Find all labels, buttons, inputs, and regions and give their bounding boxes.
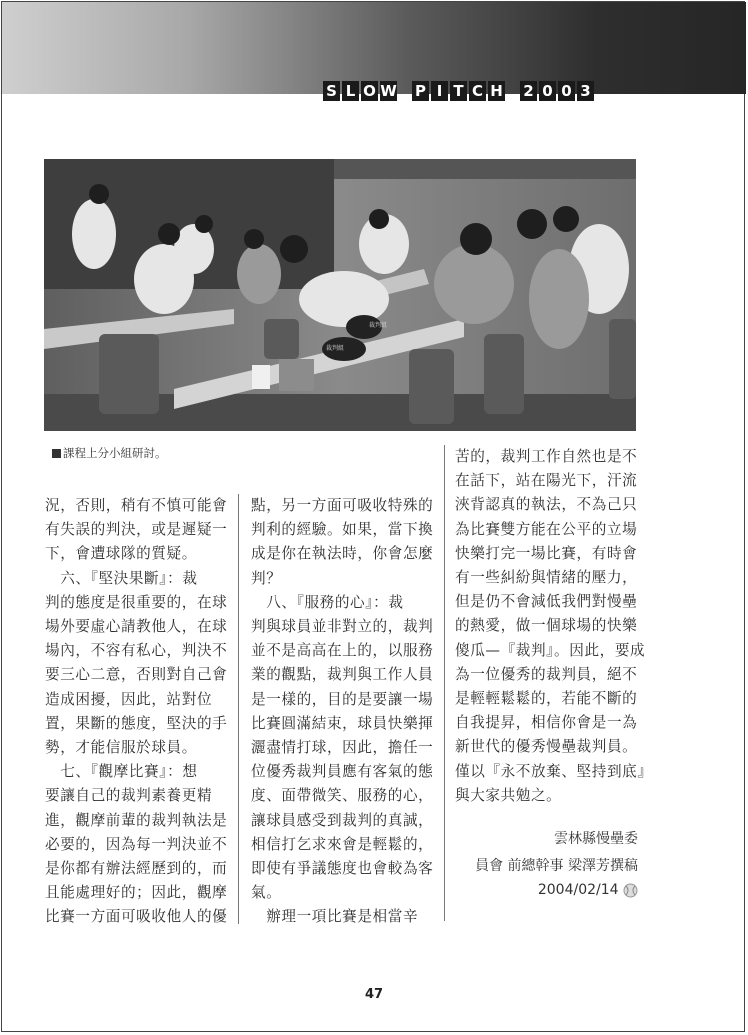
text-line: 度、面帶微笑、服務的心， bbox=[251, 787, 434, 805]
title-char: 0 bbox=[558, 81, 575, 101]
text-line: 氣。 bbox=[251, 884, 282, 902]
text-line: 點，另一方面可吸收特殊的 bbox=[251, 497, 434, 514]
text-line: 與大家共勉之。 bbox=[455, 786, 562, 804]
text-line: 六、『堅決果斷』：裁 bbox=[45, 569, 198, 587]
text-line: 比賽一方面可吸收他人的優 bbox=[45, 908, 228, 926]
page-number: 47 bbox=[364, 987, 384, 1002]
text-line: 位優秀裁判員應有客氣的態 bbox=[251, 763, 434, 781]
title-gap bbox=[399, 81, 410, 103]
text-line: 判的態度是很重要的，在球 bbox=[45, 593, 228, 611]
text-line: 八、『服務的心』：裁 bbox=[251, 593, 404, 611]
text-line: 苦的，裁判工作自然也是不 bbox=[455, 448, 638, 465]
text-line: 七、『觀摩比賽』：想 bbox=[45, 763, 198, 781]
cap-text-2: 裁判組 bbox=[326, 345, 345, 352]
text-line: 必要的，因為每一判決並不 bbox=[45, 835, 228, 853]
signature-line-2: 員會 前總幹事 梁澤芳撰稿 bbox=[475, 858, 638, 874]
text-line: 自我提昇，相信你會是一為 bbox=[455, 714, 638, 732]
column-3 bbox=[455, 445, 653, 808]
text-line: 但是仍不會減低我們對慢壘 bbox=[455, 593, 638, 611]
title-char: W bbox=[380, 82, 397, 100]
column-2 bbox=[251, 494, 433, 930]
text-line: 有失誤的判決，或是遲疑一 bbox=[45, 521, 228, 539]
title-char: 0 bbox=[539, 81, 556, 101]
text-line: 是你都有辦法經歷到的，而 bbox=[45, 860, 228, 878]
signature-line-1: 雲林縣慢壘委 bbox=[554, 831, 638, 847]
text-line: 傻瓜—『裁判』。因此，要成 bbox=[455, 641, 646, 659]
text-line: 是一樣的，目的是要讓一場 bbox=[251, 690, 434, 708]
title-char: 2 bbox=[520, 81, 537, 101]
text-line: 要讓自己的裁判素養更精 bbox=[45, 787, 213, 805]
text-line: 辦理一項比賽是相當辛 bbox=[251, 908, 419, 926]
text-line: 僅以『永不放棄、堅持到底』 bbox=[455, 762, 653, 780]
text-line: 為一位優秀的裁判員，絕不 bbox=[455, 665, 638, 683]
text-line: 況，否則，稍有不慎可能會 bbox=[45, 497, 228, 514]
text-line: 造成困擾，因此，站對位 bbox=[45, 690, 213, 708]
text-line: 要三心二意，否則對自己會 bbox=[45, 666, 228, 684]
text-line: 快樂打完一場比賽，有時會 bbox=[455, 544, 638, 562]
text-line: 新世代的優秀慢壘裁判員。 bbox=[455, 738, 638, 756]
text-line: 並不是高高在上的，以服務 bbox=[251, 642, 434, 660]
column-1 bbox=[45, 494, 227, 930]
date-text: 2004/02/14 bbox=[537, 882, 619, 898]
text-line: 比賽圓滿結束，球員快樂揮 bbox=[251, 714, 434, 732]
title-char: T bbox=[450, 81, 467, 101]
text-line: 勢，才能信服於球員。 bbox=[45, 739, 197, 757]
text-line: 判利的經驗。如果，當下換 bbox=[251, 521, 434, 539]
text-line: 為比賽雙方能在公平的立場 bbox=[455, 520, 638, 538]
text-line: 業的觀點，裁判與工作人員 bbox=[251, 666, 434, 684]
text-line: 成是你在執法時，你會怎麼 bbox=[251, 545, 434, 563]
text-line: 有一些糾紛與情緒的壓力， bbox=[455, 569, 638, 587]
text-line: 下，會遭球隊的質疑。 bbox=[45, 545, 197, 563]
text-line: 判與球員並非對立的，裁判 bbox=[251, 618, 434, 636]
title-char: P bbox=[412, 81, 429, 101]
text-line: 讓球員感受到裁判的真誠， bbox=[251, 811, 434, 829]
photo-caption bbox=[52, 445, 167, 461]
title-char: L bbox=[342, 81, 359, 101]
title-char: 3 bbox=[577, 81, 594, 101]
title-char: O bbox=[361, 81, 378, 101]
softball-icon bbox=[623, 883, 638, 898]
title-char: H bbox=[488, 81, 505, 101]
text-line: 場內，不容有私心，判決不 bbox=[45, 642, 228, 660]
cap-text-1: 裁判組 bbox=[369, 322, 388, 329]
text-line: 判？ bbox=[251, 569, 282, 587]
text-line: 浹背認真的執法，不為己只 bbox=[455, 496, 638, 514]
text-line: 是輕輕鬆鬆的，若能不斷的 bbox=[455, 690, 638, 708]
column-divider-1 bbox=[238, 494, 239, 924]
text-line: 場外要虛心請教他人，在球 bbox=[45, 618, 228, 636]
text-line: 灑盡情打球，因此，擔任一 bbox=[251, 739, 434, 757]
title-char: C bbox=[469, 81, 486, 101]
title-char: I bbox=[431, 81, 448, 101]
caption-square-icon bbox=[52, 449, 61, 458]
title-gap bbox=[507, 81, 518, 103]
magazine-title bbox=[323, 81, 594, 103]
text-line: 相信打乞求來會是輕鬆的， bbox=[251, 835, 434, 853]
column-divider-2 bbox=[444, 445, 445, 921]
text-line: 進，觀摩前輩的裁判執法是 bbox=[45, 811, 228, 829]
text-line: 置，果斷的態度，堅決的手 bbox=[45, 714, 228, 732]
photo-group-discussion bbox=[44, 159, 636, 431]
text-line: 即使有爭議態度也會較為客 bbox=[251, 860, 434, 878]
text-line: 且能處理好的；因此，觀摩 bbox=[45, 884, 228, 902]
text-line: 在話下，站在陽光下，汗流 bbox=[455, 472, 638, 490]
text-line: 的熱愛，做一個球場的快樂 bbox=[455, 617, 638, 635]
signature-date bbox=[538, 882, 638, 898]
title-char: S bbox=[323, 81, 340, 101]
caption-text: 課程上分小組研討。 bbox=[63, 446, 167, 460]
